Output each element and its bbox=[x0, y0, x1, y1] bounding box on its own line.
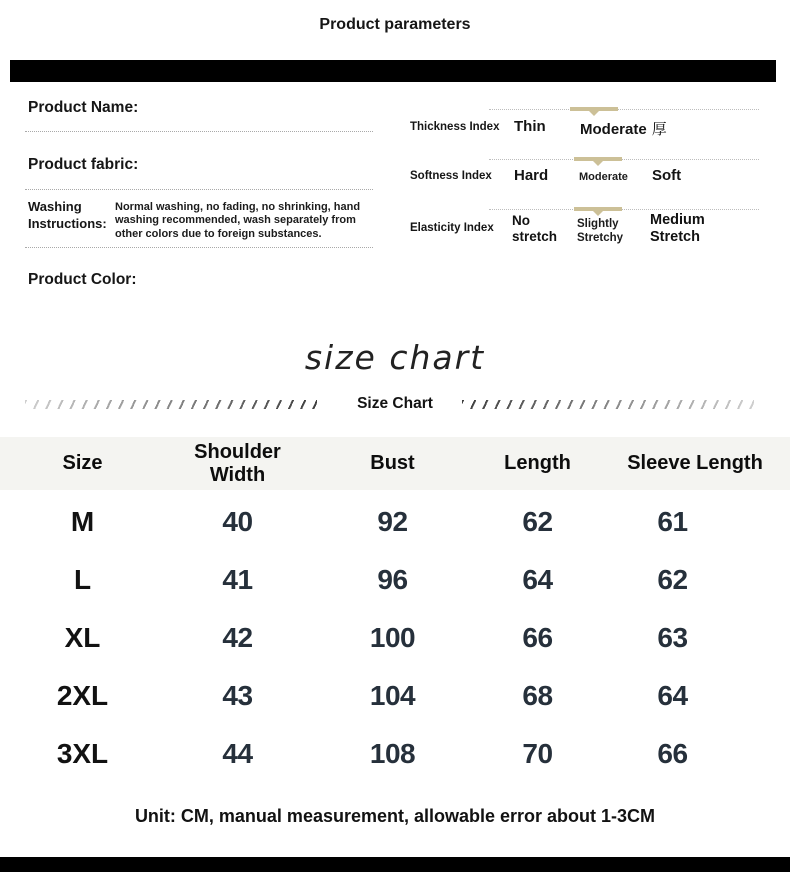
selected-marker bbox=[574, 207, 622, 211]
thickness-option-moderate bbox=[580, 118, 667, 139]
value-cell: 42 bbox=[222, 622, 253, 653]
column-header-bust: Bust bbox=[370, 452, 415, 474]
column-header-length: Length bbox=[504, 452, 571, 474]
size-table-header bbox=[0, 437, 790, 490]
value-cell: 108 bbox=[369, 738, 416, 769]
dotted-line bbox=[25, 247, 373, 248]
value-cell: 61 bbox=[657, 506, 688, 537]
table-row bbox=[0, 551, 790, 609]
column-header-sleeve-length: Sleeve Length bbox=[627, 452, 763, 474]
value-cell: 92 bbox=[377, 506, 408, 537]
value-cell: 70 bbox=[522, 738, 553, 769]
size-cell: 2XL bbox=[56, 680, 109, 711]
page-title: Product parameters bbox=[319, 16, 471, 33]
elasticity-option-slightly-stretchy: Slightly Stretchy bbox=[577, 218, 624, 244]
value-cell: 62 bbox=[657, 564, 688, 595]
size-chart-heading: Size Chart bbox=[357, 395, 433, 412]
value-cell: 66 bbox=[522, 622, 553, 653]
washing-instructions-label: Washing Instructions: bbox=[28, 199, 107, 231]
size-table-body bbox=[0, 493, 790, 783]
unit-note: Unit: CM, manual measurement, allowable error about 1-3CM bbox=[134, 806, 656, 826]
value-cell: 63 bbox=[657, 622, 688, 653]
column-header-shoulder-width: Shoulder Width bbox=[194, 440, 281, 486]
selected-marker bbox=[574, 157, 622, 161]
selected-marker bbox=[570, 107, 618, 111]
dotted-line bbox=[25, 189, 373, 190]
column-header-size: Size bbox=[62, 452, 103, 474]
table-row bbox=[0, 493, 790, 551]
value-cell: 104 bbox=[369, 680, 416, 711]
thickness-index-label: Thickness Index bbox=[410, 121, 500, 133]
value-cell: 40 bbox=[222, 506, 253, 537]
size-cell: L bbox=[73, 564, 92, 595]
bottom-divider-bar bbox=[0, 857, 790, 872]
thickness-option-thin: Thin bbox=[514, 118, 546, 135]
dotted-line bbox=[489, 109, 759, 110]
value-cell: 62 bbox=[522, 506, 553, 537]
value-cell: 43 bbox=[222, 680, 253, 711]
table-row bbox=[0, 609, 790, 667]
elasticity-index-label: Elasticity Index bbox=[410, 222, 494, 234]
dotted-line bbox=[489, 209, 759, 210]
value-cell: 44 bbox=[222, 738, 253, 769]
elasticity-option-medium-stretch: Medium Stretch bbox=[650, 212, 705, 246]
value-cell: 64 bbox=[522, 564, 553, 595]
softness-option-hard: Hard bbox=[514, 167, 549, 184]
value-cell: 100 bbox=[369, 622, 416, 653]
top-divider-bar bbox=[10, 60, 776, 82]
table-row bbox=[0, 725, 790, 783]
thickness-option-moderate-text: Moderate bbox=[580, 121, 647, 138]
dotted-line bbox=[25, 131, 373, 132]
product-color-label: Product Color: bbox=[28, 271, 137, 288]
table-row bbox=[0, 667, 790, 725]
softness-index-label: Softness Index bbox=[410, 170, 492, 182]
decorative-dashes-right bbox=[462, 400, 754, 409]
thickness-option-thick-cn: 厚 bbox=[651, 121, 667, 138]
softness-option-soft: Soft bbox=[652, 167, 682, 184]
size-chart-script-title: size chart bbox=[304, 338, 486, 377]
value-cell: 66 bbox=[657, 738, 688, 769]
size-cell: XL bbox=[64, 622, 101, 653]
product-fabric-label: Product fabric: bbox=[28, 156, 139, 173]
elasticity-option-no-stretch: No stretch bbox=[512, 213, 558, 245]
washing-instructions-text: Normal washing, no fading, no shrinking, hand washing recommended, wash separately from other colors due to foreign substances. bbox=[115, 201, 361, 240]
softness-option-moderate: Moderate bbox=[579, 171, 628, 183]
size-cell: M bbox=[70, 506, 95, 537]
dotted-line bbox=[489, 159, 759, 160]
value-cell: 68 bbox=[522, 680, 553, 711]
value-cell: 96 bbox=[377, 564, 408, 595]
value-cell: 41 bbox=[222, 564, 253, 595]
value-cell: 64 bbox=[657, 680, 688, 711]
size-cell: 3XL bbox=[56, 738, 109, 769]
product-name-label: Product Name: bbox=[28, 99, 139, 116]
